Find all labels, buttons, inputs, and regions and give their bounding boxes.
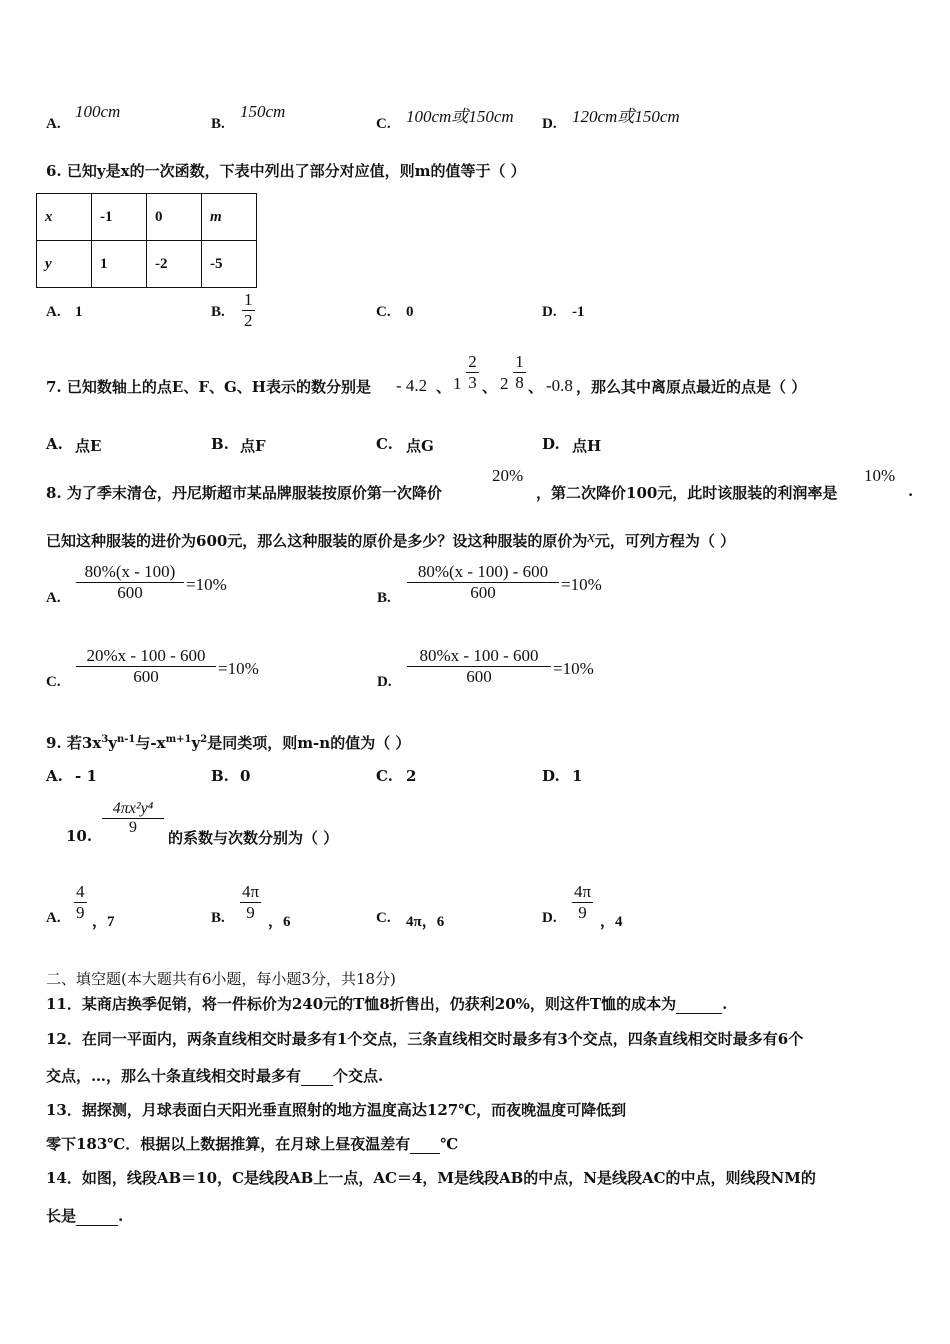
option-label: A.: [46, 116, 61, 132]
question-8-line2: 已知这种服装的进价为600元，那么这种服装的原价是多少？设这种服装的原价为x元，可列方程为（ ）: [46, 527, 736, 550]
fraction: $\frac{80\%x - 100 - 600}{600}$: [407, 646, 551, 687]
fraction: $\frac{20\%x - 100 - 600}{600}$: [76, 646, 216, 687]
answer-blank: [301, 1067, 333, 1086]
table-cell: -2: [147, 241, 202, 288]
fraction: $\frac{4\pi}{9}$: [574, 882, 592, 922]
q9-options: A. - 1 B. 0 C. 2 D. 1: [46, 767, 583, 785]
fraction: $\frac{\text{4πx²y⁴}}{9}$: [102, 800, 164, 837]
option-value: -1: [572, 304, 585, 320]
mixed-number: 2 $\frac{1}{8}$: [500, 352, 524, 393]
option-label: D.: [542, 116, 557, 132]
question-12-line1: 12．在同一平面内，两条直线相交时最多有1个交点，三条直线相交时最多有3个交点，四条直线相交时最多有6个: [46, 1030, 804, 1048]
option-value: 0: [406, 304, 414, 320]
answer-blank: [410, 1135, 440, 1154]
table-cell: 1: [92, 241, 147, 288]
answer-blank: [76, 1207, 118, 1226]
option-value: 100cm或150cm: [406, 107, 514, 126]
option-label: D.: [542, 304, 557, 320]
table-cell: y: [37, 241, 92, 288]
value: - 4.2: [396, 376, 428, 395]
question-number: 6.: [46, 162, 62, 180]
fraction: $\frac{4}{9}$: [76, 882, 85, 922]
option-value: 120cm或150cm: [572, 107, 680, 126]
question-11: 11．某商店换季促销，将一件标价为240元的T恤8折售出，仍获利20%，则这件T恤的成本为 .: [46, 995, 728, 1013]
question-14-line1: 14．如图，线段AB＝10，C是线段AB上一点，AC＝4，M是线段AB的中点，N是线段AC的中点，则线段NM的: [46, 1169, 816, 1187]
table-row: [37, 241, 257, 288]
table-cell: 0: [147, 194, 202, 241]
option-label: B.: [211, 304, 225, 320]
fraction: $\frac{80\%(x - 100)}{600}$: [76, 562, 184, 603]
question-8-line1: 8. 为了季末清仓，丹尼斯超市某品牌服装按原价第一次降价 20% ，第二次降价100元，此时该服装的利润率是 10% .: [46, 466, 914, 502]
value-table: [36, 193, 257, 288]
question-13-line2: 零下183℃．根据以上数据推算，在月球上昼夜温差有 ℃: [46, 1135, 459, 1153]
fraction: $\frac{4\pi}{9}$: [242, 882, 260, 922]
option-label: A.: [46, 304, 61, 320]
fraction: $\frac{1}{2}$: [244, 290, 253, 330]
question-6-stem: [46, 160, 526, 181]
option-label: C.: [376, 116, 391, 132]
question-14-line2: 长是 .: [46, 1207, 124, 1225]
question-10-stem: 10. $\frac{\text{4πx²y⁴}}{9}$ 的系数与次数分别为（ ）: [66, 800, 339, 847]
question-7-stem: 7. 已知数轴上的点E、F、G、H表示的数分别是 - 4.2 、 1 $\frac{2}{3}$ 、 2 $\frac{1}{8}$ 、 -0.8 ，那么其中离原点最近的点是（ ）: [46, 352, 807, 396]
table-cell: m: [202, 194, 257, 241]
mixed-number: 1 $\frac{2}{3}$: [453, 352, 477, 393]
q10-options: A. $\frac{4}{9}$ ，7 B. $\frac{4\pi}{9}$ ，6 C. 4π，6 D. $\frac{4\pi}{9}$ ，4: [46, 882, 623, 930]
q6-options: [46, 290, 926, 336]
table-cell: x: [37, 194, 92, 241]
value: -0.8: [546, 376, 573, 395]
option-label: B.: [211, 116, 225, 132]
option-value: 100cm: [75, 102, 121, 121]
table-row: [37, 194, 257, 241]
fraction: $\frac{80\%(x - 100) - 600}{600}$: [407, 562, 559, 603]
option-value: 1: [75, 304, 83, 320]
section-title: 二、填空题(本大题共有6小题，每小题3分，共18分): [46, 970, 396, 988]
option-value: 150cm: [240, 102, 286, 121]
question-text: 已知y是x的一次函数，下表中列出了部分对应值，则m的值等于（ ）: [66, 162, 526, 180]
table-cell: -5: [202, 241, 257, 288]
question-9-stem: 9. 若$3x^3y^{n-1}$与$-x^{m+1}y^2$是同类项，则m-n的值为（ ）: [46, 734, 411, 752]
table-cell: -1: [92, 194, 147, 241]
question-13-line1: 13．据探测，月球表面白天阳光垂直照射的地方温度高达127℃，而夜晚温度可降低到: [46, 1101, 627, 1119]
option-label: C.: [376, 304, 391, 320]
question-12-line2: 交点，…，那么十条直线相交时最多有 个交点.: [46, 1067, 384, 1085]
q7-options: A. 点E B. 点F C. 点G D. 点H: [46, 435, 602, 455]
answer-blank: [676, 995, 722, 1014]
q5-options: [46, 100, 926, 140]
